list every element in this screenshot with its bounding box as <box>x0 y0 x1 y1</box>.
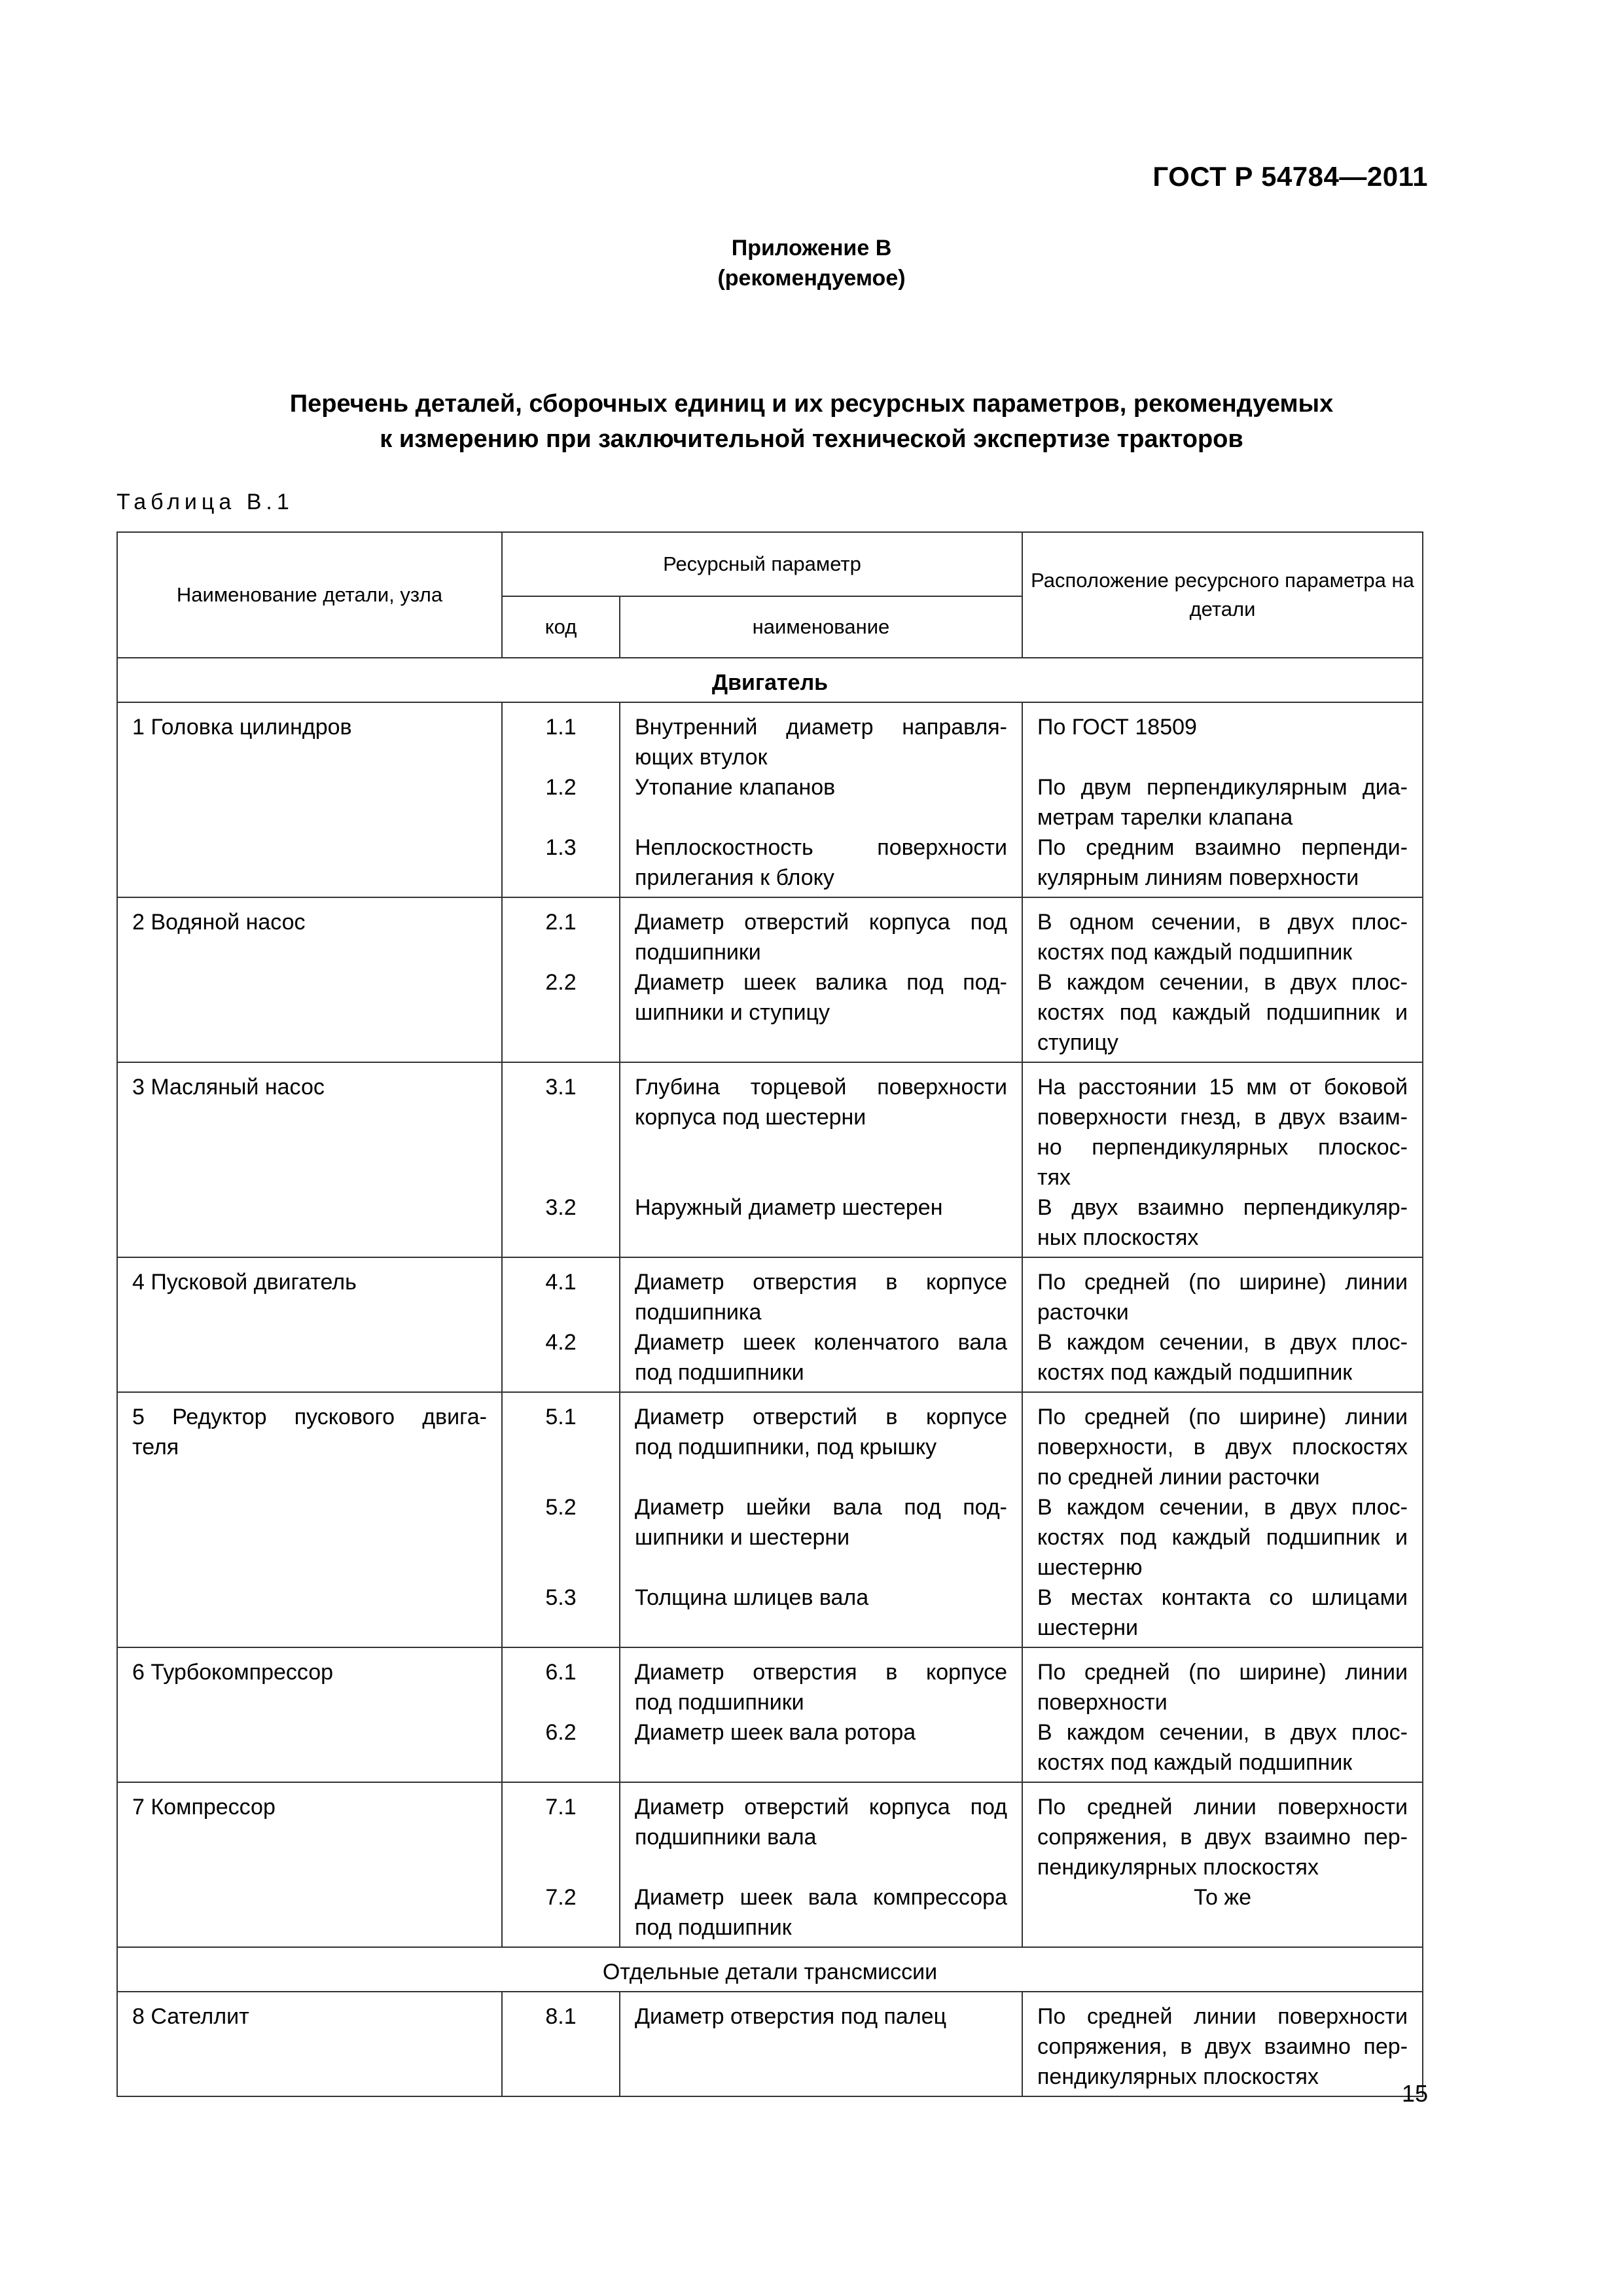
code-cell <box>502 1392 620 1647</box>
document-title-line-1: Перечень деталей, сборочных единиц и их ресурсных параметров, рекомендуемых <box>289 390 1334 418</box>
spacer <box>517 1462 605 1492</box>
document-title <box>0 386 1623 457</box>
code-cell <box>502 1647 620 1782</box>
location-line: поверхности гнезд, в двух взаим- <box>1037 1105 1408 1130</box>
parameter-code: 6.2 <box>545 1720 577 1745</box>
table-row <box>117 897 1423 1062</box>
part-name-line: теля <box>132 1435 179 1460</box>
parameter-code: 5.1 <box>545 1405 577 1429</box>
page-number: 15 <box>1401 2080 1428 2107</box>
location-line: поверхности <box>1037 1690 1168 1715</box>
parameter-name-cell <box>620 1782 1022 1947</box>
parameter-name-line: Глубина торцевой поверхности <box>635 1075 1007 1100</box>
table-row <box>117 1062 1423 1257</box>
location-line: По средним взаимно перпенди- <box>1037 835 1408 860</box>
location-line: сопряжения, в двух взаимно пер- <box>1037 1825 1408 1850</box>
parameter-name-line: Диаметр отверстия в корпусе <box>635 1660 1007 1685</box>
spacer <box>517 937 605 967</box>
part-name-cell <box>117 1392 502 1647</box>
parameter-name-line: подшипники <box>635 940 761 965</box>
parameter-name-line <box>635 1748 1007 1778</box>
part-name-cell <box>117 1992 502 2096</box>
location-line: костях под каждый подшипник и <box>1037 1000 1408 1025</box>
parameter-name-line <box>635 1132 1007 1162</box>
location-line: костях под каждый подшипник <box>1037 940 1353 965</box>
code-cell <box>502 1257 620 1392</box>
parameter-code: 7.1 <box>545 1795 577 1820</box>
table-header <box>117 532 1423 658</box>
location-line: по средней линии расточки <box>1037 1465 1320 1490</box>
location-line: В двух взаимно перпендикуляр- <box>1037 1195 1408 1220</box>
parameter-name-line: Диаметр шеек коленчатого вала <box>635 1330 1007 1355</box>
spacer <box>517 1162 605 1193</box>
spacer <box>517 1028 605 1058</box>
location-line: сопряжения, в двух взаимно пер- <box>1037 2034 1408 2059</box>
parameter-name-line <box>635 1223 1007 1253</box>
spacer <box>517 1297 605 1327</box>
part-name-line: 8 Сателлит <box>132 2004 249 2029</box>
location-cell <box>1022 1782 1423 1947</box>
location-line: ступицу <box>1037 1030 1118 1055</box>
parameter-name-line: Внутренний диаметр направля- <box>635 715 1007 740</box>
spacer <box>517 742 605 772</box>
parameter-name-line <box>635 1613 1007 1643</box>
part-name-line: 6 Турбокомпрессор <box>132 1660 334 1685</box>
spacer <box>517 2062 605 2092</box>
location-line: но перпендикулярных плоскос- <box>1037 1135 1408 1160</box>
location-line: шестерни <box>1037 1615 1138 1640</box>
parameter-name-line: корпуса под шестерни <box>635 1105 866 1130</box>
location-cell <box>1022 897 1423 1062</box>
parameter-code: 7.2 <box>545 1885 577 1910</box>
parameter-name-line: Диаметр отверстий в корпусе <box>635 1405 1007 1429</box>
header-code: код <box>502 596 620 658</box>
location-line: В каждом сечении, в двух плос- <box>1037 1495 1408 1520</box>
spacer <box>517 997 605 1028</box>
location-line: ных плоскостях <box>1037 1225 1199 1250</box>
location-line: костях под каждый подшипник и <box>1037 1525 1408 1550</box>
parameter-code: 1.3 <box>545 835 577 860</box>
parameter-code: 3.1 <box>545 1075 577 1100</box>
spacer <box>517 1552 605 1583</box>
parameter-name-line <box>635 1462 1007 1492</box>
parameter-name-cell <box>620 1257 1022 1392</box>
part-name-line: 4 Пусковой двигатель <box>132 1270 357 1295</box>
spacer <box>517 1613 605 1643</box>
table-caption: Таблица В.1 <box>116 490 294 514</box>
code-cell <box>502 1062 620 1257</box>
part-name-line: 2 Водяной насос <box>132 910 306 935</box>
parameter-name-line: шипники и ступицу <box>635 1000 830 1025</box>
resource-parameters-table <box>116 531 1423 2097</box>
part-name-cell <box>117 1647 502 1782</box>
parameter-name-line: Диаметр отверстия в корпусе <box>635 1270 1007 1295</box>
code-cell <box>502 702 620 897</box>
location-line: костях под каждый подшипник <box>1037 1360 1353 1385</box>
spacer <box>517 1102 605 1132</box>
location-cell <box>1022 1257 1423 1392</box>
location-line: По двум перпендикулярным диа- <box>1037 775 1408 800</box>
spacer <box>517 1687 605 1717</box>
table-row <box>117 1392 1423 1647</box>
header-location: Расположение ресурсного параметра на детали <box>1022 532 1423 658</box>
part-name-line: 1 Головка цилиндров <box>132 715 352 740</box>
table-body <box>117 658 1423 2096</box>
location-line: То же <box>1193 1885 1252 1910</box>
location-line: По средней линии поверхности <box>1037 1795 1408 1820</box>
section-title: Отдельные детали трансмиссии <box>117 1947 1423 1992</box>
table-row <box>117 1257 1423 1392</box>
location-line: пендикулярных плоскостях <box>1037 1855 1319 1880</box>
parameter-name-line <box>635 1852 1007 1882</box>
spacer <box>517 1432 605 1462</box>
parameter-name-line: под подшипник <box>635 1915 792 1940</box>
part-name-cell <box>117 702 502 897</box>
part-name-cell <box>117 897 502 1062</box>
parameter-code: 1.1 <box>545 715 577 740</box>
appendix-status: (рекомендуемое) <box>717 266 906 291</box>
location-line: По средней линии поверхности <box>1037 2004 1408 2029</box>
location-line: В местах контакта со шлицами <box>1037 1585 1408 1610</box>
location-line: По средней (по ширине) линии <box>1037 1405 1408 1429</box>
spacer <box>517 1132 605 1162</box>
part-name-line: 3 Масляный насос <box>132 1075 325 1100</box>
location-line: расточки <box>1037 1300 1129 1325</box>
parameter-name-line: подшипники вала <box>635 1825 817 1850</box>
spacer <box>517 1357 605 1388</box>
table-row <box>117 702 1423 897</box>
table-row <box>117 1782 1423 1947</box>
header-resource-parameter: Ресурсный параметр <box>502 532 1022 596</box>
table-row <box>117 1992 1423 2096</box>
section-title: Двигатель <box>117 658 1423 702</box>
parameter-name-line: ющих втулок <box>635 745 768 770</box>
location-cell <box>1022 702 1423 897</box>
spacer <box>517 802 605 833</box>
location-line: пендикулярных плоскостях <box>1037 2064 1319 2089</box>
parameter-name-line: прилегания к блоку <box>635 865 834 890</box>
location-line: поверхности, в двух плоскостях <box>1037 1435 1408 1460</box>
location-line: По средней (по ширине) линии <box>1037 1270 1408 1295</box>
appendix-title: Приложение В <box>731 236 892 260</box>
part-name-cell <box>117 1257 502 1392</box>
parameter-code: 2.1 <box>545 910 577 935</box>
parameter-name-line <box>635 2032 1007 2062</box>
standard-code: ГОСТ Р 54784—2011 <box>1152 161 1428 192</box>
spacer <box>517 2032 605 2062</box>
location-line: В каждом сечении, в двух плос- <box>1037 970 1408 995</box>
parameter-code: 4.1 <box>545 1270 577 1295</box>
parameter-code: 6.1 <box>545 1660 577 1685</box>
parameter-name-line <box>635 1162 1007 1193</box>
parameter-name-cell <box>620 1392 1022 1647</box>
parameter-name-line <box>635 802 1007 833</box>
location-line: метрам тарелки клапана <box>1037 805 1293 830</box>
appendix-heading <box>0 233 1623 293</box>
part-name-cell <box>117 1062 502 1257</box>
parameter-name-line <box>635 1552 1007 1583</box>
parameter-name-line: Диаметр отверстий корпуса под <box>635 1795 1007 1820</box>
parameter-name-cell <box>620 1647 1022 1782</box>
parameter-name-line: под подшипники, под крышку <box>635 1435 937 1460</box>
location-line: В каждом сечении, в двух плос- <box>1037 1720 1408 1745</box>
parameter-name-line: Наружный диаметр шестерен <box>635 1195 943 1220</box>
spacer <box>517 1223 605 1253</box>
location-line: кулярным линиям поверхности <box>1037 865 1359 890</box>
spacer <box>517 1748 605 1778</box>
parameter-name-line <box>635 2062 1007 2092</box>
document-title-line-2: к измерению при заключительной технической экспертизе тракторов <box>380 425 1243 453</box>
location-line: шестерню <box>1037 1555 1143 1580</box>
parameter-code: 4.2 <box>545 1330 577 1355</box>
location-line <box>1037 1912 1408 1943</box>
location-line: В одном сечении, в двух плос- <box>1037 910 1408 935</box>
location-cell <box>1022 1647 1423 1782</box>
section-row <box>117 1947 1423 1992</box>
location-line: По ГОСТ 18509 <box>1037 715 1197 740</box>
location-cell <box>1022 1392 1423 1647</box>
code-cell <box>502 1992 620 2096</box>
spacer <box>517 1822 605 1852</box>
location-line: По средней (по ширине) линии <box>1037 1660 1408 1685</box>
location-line <box>1037 742 1408 772</box>
parameter-code: 1.2 <box>545 775 577 800</box>
spacer <box>517 1522 605 1552</box>
parameter-name-cell <box>620 1992 1022 2096</box>
parameter-name-line: Неплоскостность поверхности <box>635 835 1007 860</box>
parameter-code: 8.1 <box>545 2004 577 2029</box>
code-cell <box>502 897 620 1062</box>
parameter-name-cell <box>620 897 1022 1062</box>
parameter-name-line: шипники и шестерни <box>635 1525 850 1550</box>
location-line: В каждом сечении, в двух плос- <box>1037 1330 1408 1355</box>
parameter-code: 2.2 <box>545 970 577 995</box>
header-part-name: Наименование детали, узла <box>117 532 502 658</box>
location-cell <box>1022 1062 1423 1257</box>
spacer <box>517 863 605 893</box>
spacer <box>517 1852 605 1882</box>
code-cell <box>502 1782 620 1947</box>
parameter-name-cell <box>620 1062 1022 1257</box>
part-name-cell <box>117 1782 502 1947</box>
parameter-name-line: Утопание клапанов <box>635 775 836 800</box>
location-line: тях <box>1037 1165 1071 1190</box>
location-line: На расстоянии 15 мм от боковой <box>1037 1075 1408 1100</box>
parameter-name-line: Диаметр шеек валика под под- <box>635 970 1007 995</box>
parameter-name-cell <box>620 702 1022 897</box>
parameter-name-line: Диаметр отверстия под палец <box>635 2004 947 2029</box>
location-cell <box>1022 1992 1423 2096</box>
parameter-name-line: Диаметр шеек вала компрессора <box>635 1885 1007 1910</box>
parameter-code: 5.3 <box>545 1585 577 1610</box>
parameter-code: 5.2 <box>545 1495 577 1520</box>
parameter-code: 3.2 <box>545 1195 577 1220</box>
parameter-name-line: Диаметр шейки вала под под- <box>635 1495 1007 1520</box>
parameter-name-line <box>635 1028 1007 1058</box>
parameter-name-line: Толщина шлицев вала <box>635 1585 869 1610</box>
parameter-name-line: подшипника <box>635 1300 762 1325</box>
part-name-line: 7 Компрессор <box>132 1795 276 1820</box>
table-row <box>117 1647 1423 1782</box>
spacer <box>517 1912 605 1943</box>
parameter-name-line: Диаметр отверстий корпуса под <box>635 910 1007 935</box>
part-name-line: 5 Редуктор пускового двига- <box>132 1405 487 1429</box>
parameter-name-line: под подшипники <box>635 1690 804 1715</box>
parameter-name-line: под подшипники <box>635 1360 804 1385</box>
section-row <box>117 658 1423 702</box>
header-name: наименование <box>620 596 1022 658</box>
parameter-name-line: Диаметр шеек вала ротора <box>635 1720 916 1745</box>
location-line: костях под каждый подшипник <box>1037 1750 1353 1775</box>
